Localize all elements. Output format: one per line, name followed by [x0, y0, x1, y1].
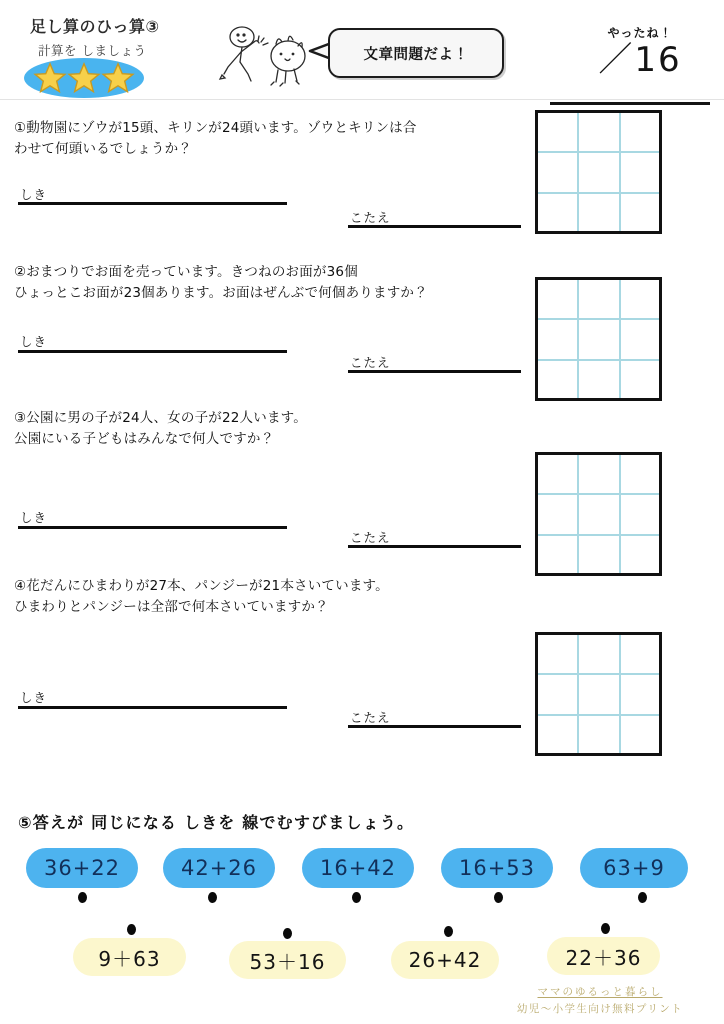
grid-vline: [619, 455, 621, 573]
match-connector-dot-top-4[interactable]: [494, 892, 503, 903]
problem-3-text: [14, 408, 524, 450]
problem-2-kotae-label: こたえ: [350, 355, 391, 370]
page-subtitle: 計算を しましょう: [38, 43, 147, 58]
grid-hline: [538, 534, 659, 536]
match-pill-bottom-4[interactable]: 22＋36: [547, 937, 660, 975]
page-title: 足し算のひっ算③: [30, 17, 160, 36]
header-divider: [0, 99, 724, 100]
match-pill-top-4[interactable]: 16+53: [441, 848, 553, 888]
footer-site-name: ママのゆるっと暮らし: [537, 986, 663, 998]
grid-vline: [577, 113, 579, 231]
problem-3-shiki-label: しき: [20, 510, 48, 525]
grid-vline: [577, 455, 579, 573]
match-pill-bottom-1[interactable]: 9＋63: [73, 938, 186, 976]
grid-hline: [538, 714, 659, 716]
match-pill-bottom-3[interactable]: 26+42: [391, 941, 499, 979]
problem-4-line-2: ひまわりとパンジーは全部で何本さいていますか？: [14, 599, 329, 615]
star-icon: [67, 61, 101, 95]
match-pill-bottom-2[interactable]: 53＋16: [229, 941, 346, 979]
grid-hline: [538, 673, 659, 675]
problem-4-shiki-label: しき: [20, 690, 48, 705]
match-connector-dot-bottom-2[interactable]: [283, 928, 292, 939]
grid-vline: [619, 635, 621, 753]
grid-hline: [538, 318, 659, 320]
match-connector-dot-top-1[interactable]: [78, 892, 87, 903]
score-block: [570, 24, 710, 80]
problem-4-text: [14, 576, 524, 618]
match-connector-dot-top-2[interactable]: [208, 892, 217, 903]
grid-vline: [577, 635, 579, 753]
problem-1-calc-grid[interactable]: [535, 110, 662, 234]
match-connector-dot-bottom-3[interactable]: [444, 926, 453, 937]
problem-1-shiki-label: しき: [20, 187, 48, 202]
problem-2-calc-grid[interactable]: [535, 277, 662, 401]
speech-bubble: [328, 28, 504, 78]
worksheet-header: [0, 0, 724, 100]
score-label: やったね！: [607, 26, 673, 40]
problem-1-kotae-label: こたえ: [350, 210, 391, 225]
problem-2-shiki-answer-line[interactable]: [18, 350, 287, 353]
problem-3-line-1: ③公園に男の子が24人、女の子が22人います。: [14, 410, 307, 426]
three-stars-badge: [24, 58, 144, 98]
problem-2-line-2: ひょっとこお面が23個あります。お面はぜんぶで何個ありますか？: [14, 285, 428, 301]
problem-2-shiki-label: しき: [20, 334, 48, 349]
problem-2-line-1: ②おまつりでお面を売っています。きつねのお面が36個: [14, 264, 358, 280]
match-connector-dot-top-3[interactable]: [352, 892, 361, 903]
problem-1-shiki-answer-line[interactable]: [18, 202, 287, 205]
match-connector-dot-bottom-1[interactable]: [127, 924, 136, 935]
problem-3-kotae-label: こたえ: [350, 530, 391, 545]
star-icon: [101, 61, 135, 95]
title-block: [30, 14, 230, 59]
problem-1-kotae-answer-line[interactable]: [348, 225, 521, 228]
grid-vline: [619, 113, 621, 231]
grid-hline: [538, 359, 659, 361]
matching-instruction: ⑤答えが 同じになる しきを 線でむすびましょう。: [18, 813, 415, 832]
score-value: ／16: [598, 40, 682, 80]
problem-4-line-1: ④花だんにひまわりが27本、パンジーが21本さいています。: [14, 578, 389, 594]
problem-3-line-2: 公園にいる子どもはみんなで何人ですか？: [14, 431, 275, 447]
problem-3-shiki-answer-line[interactable]: [18, 526, 287, 529]
score-underline: [550, 102, 710, 105]
grid-hline: [538, 192, 659, 194]
problem-2-kotae-answer-line[interactable]: [348, 370, 521, 373]
problem-3-kotae-answer-line[interactable]: [348, 545, 521, 548]
problem-1-line-2: わせて何頭いるでしょうか？: [14, 141, 192, 157]
problem-4-kotae-answer-line[interactable]: [348, 725, 521, 728]
problem-1-line-1: ①動物園にゾウが15頭、キリンが24頭います。ゾウとキリンは合: [14, 120, 417, 136]
problem-4-kotae-label: こたえ: [350, 710, 391, 725]
grid-vline: [577, 280, 579, 398]
grid-vline: [619, 280, 621, 398]
speech-bubble-text: 文章問題だよ！: [363, 46, 469, 63]
grid-hline: [538, 151, 659, 153]
problem-4-shiki-answer-line[interactable]: [18, 706, 287, 709]
problem-2-text: [14, 262, 524, 304]
match-pill-top-5[interactable]: 63+9: [580, 848, 688, 888]
match-pill-top-3[interactable]: 16+42: [302, 848, 414, 888]
grid-hline: [538, 493, 659, 495]
footer-tagline: 幼児〜小学生向け無料プリント: [516, 1003, 684, 1015]
match-connector-dot-bottom-4[interactable]: [601, 923, 610, 934]
problem-1-text: [14, 118, 524, 160]
problem-3-calc-grid[interactable]: [535, 452, 662, 576]
footer-watermark: [490, 984, 710, 1016]
match-pill-top-2[interactable]: 42+26: [163, 848, 275, 888]
star-icon: [33, 61, 67, 95]
match-pill-top-1[interactable]: 36+22: [26, 848, 138, 888]
match-connector-dot-top-5[interactable]: [638, 892, 647, 903]
problem-4-calc-grid[interactable]: [535, 632, 662, 756]
